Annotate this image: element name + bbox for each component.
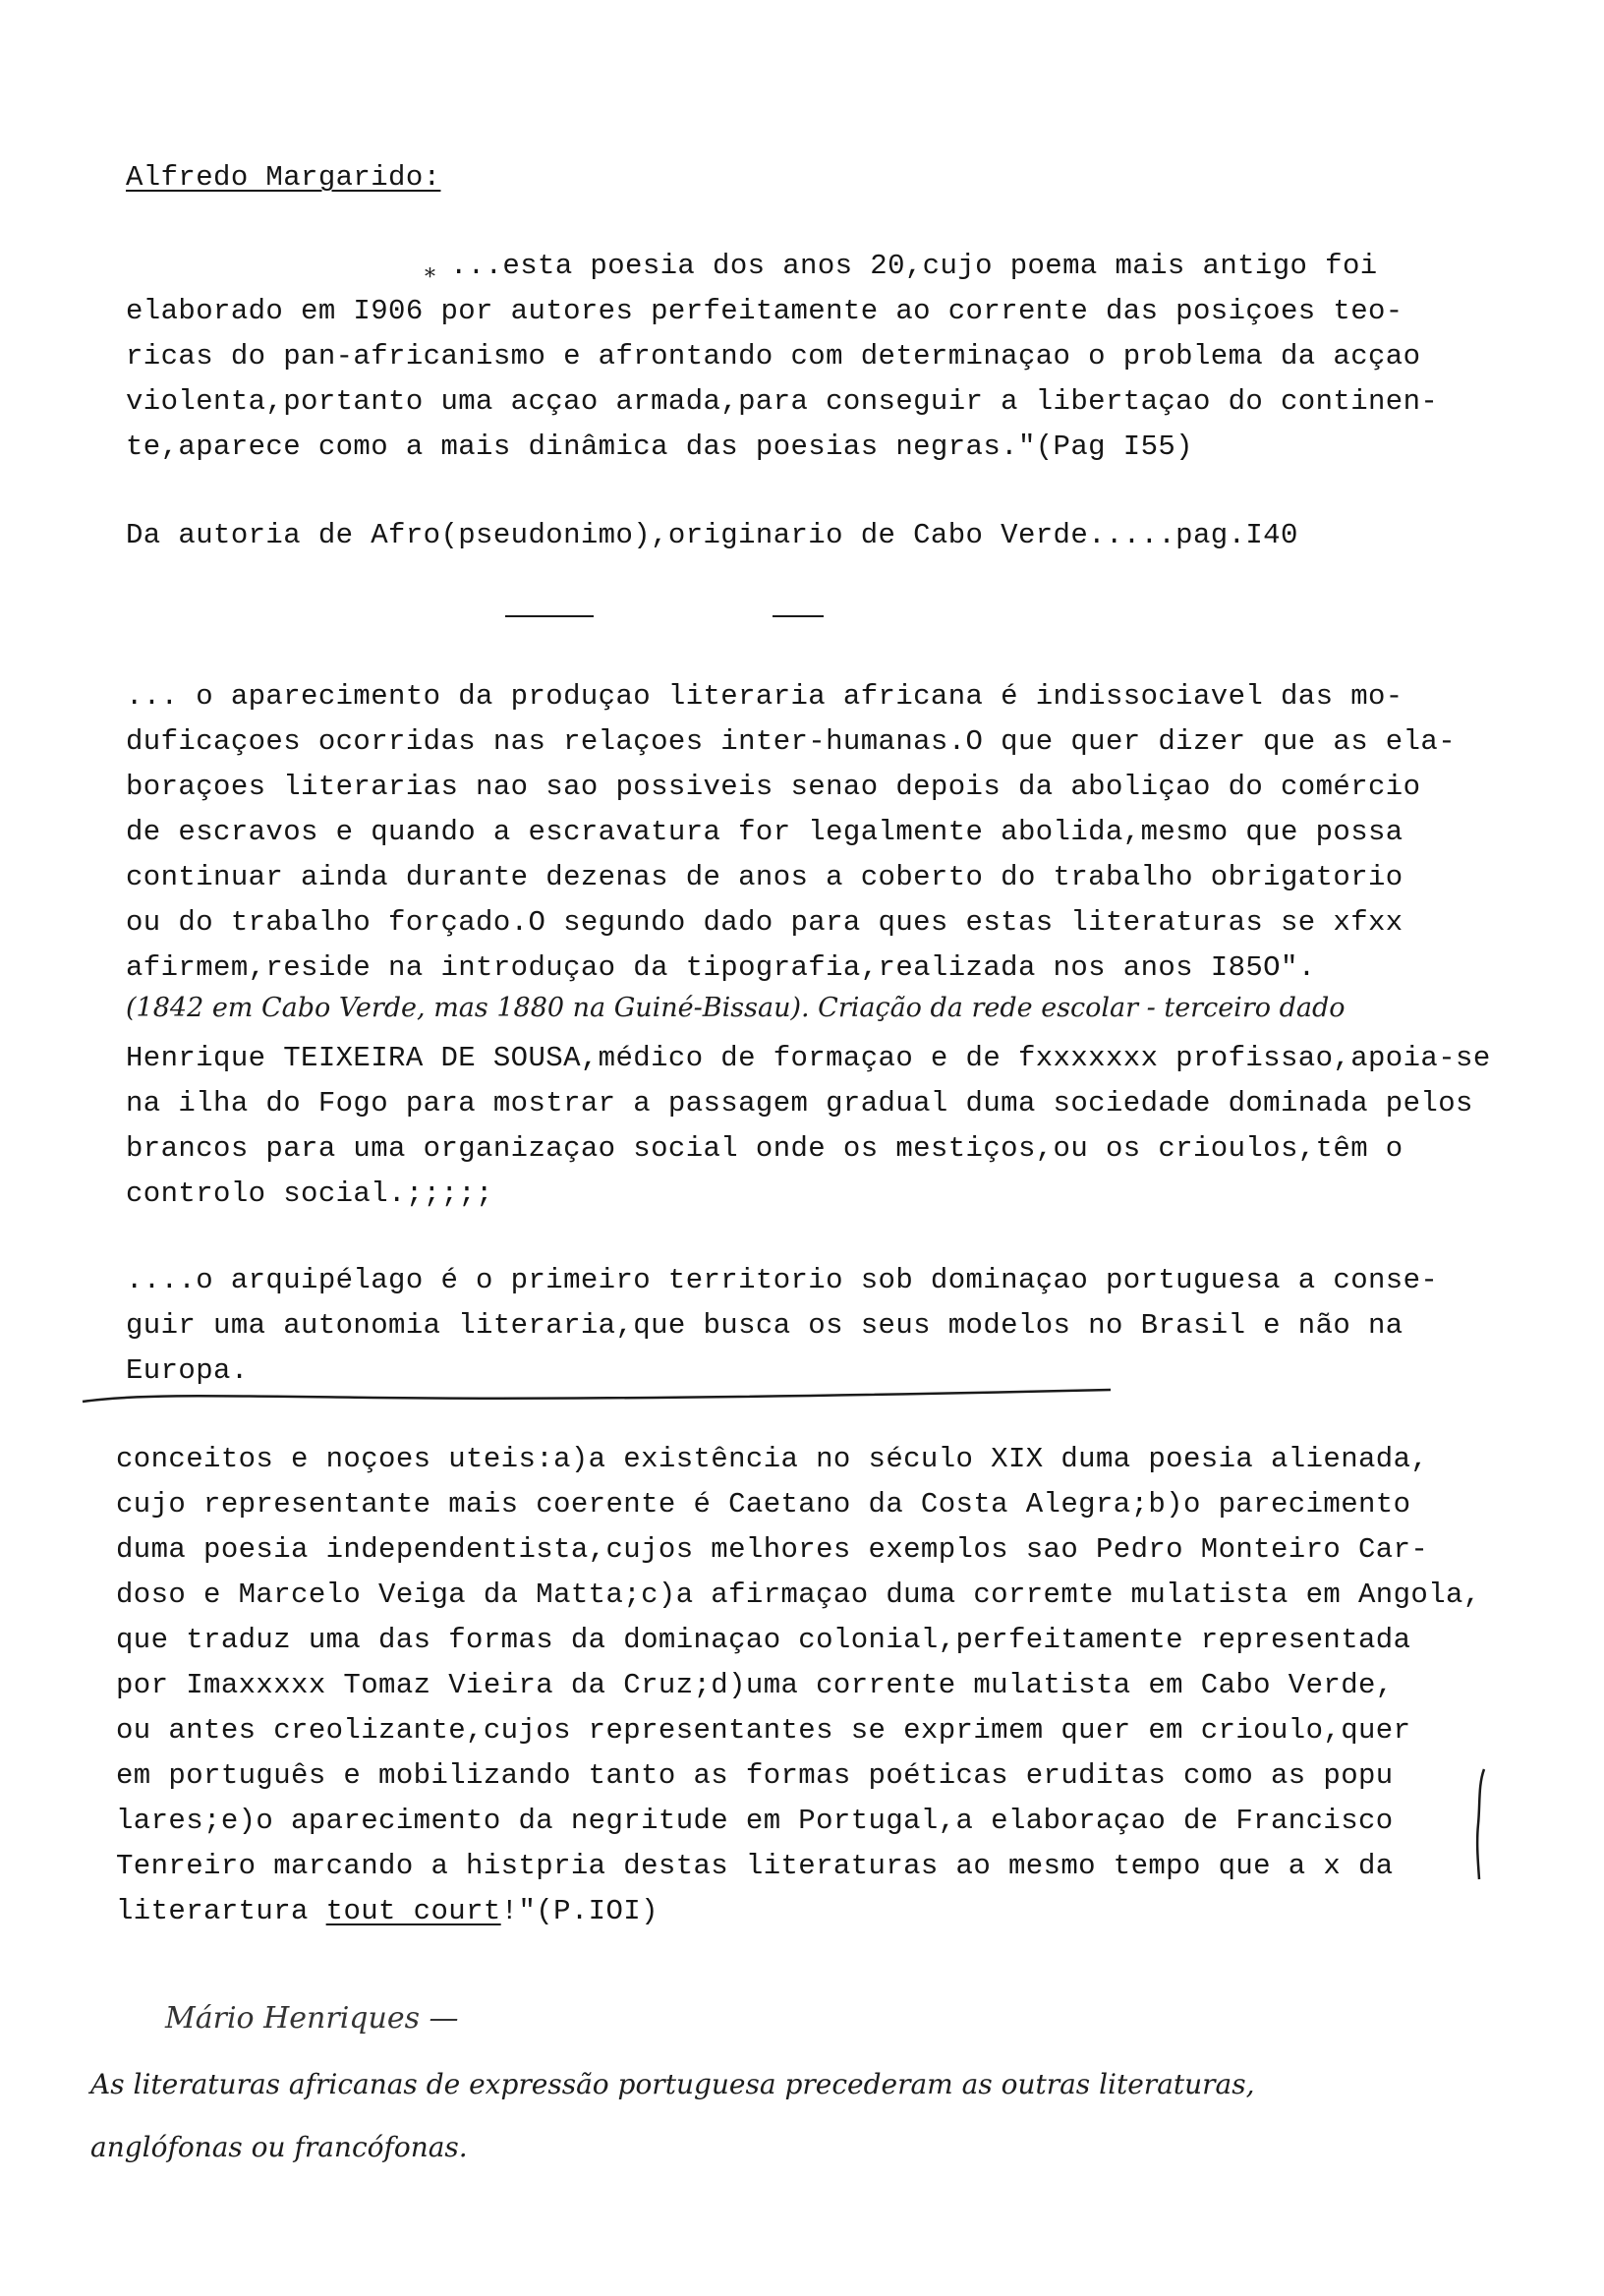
text-line: duma poesia independentista,cujos melhores exemplos sao Pedro Monteiro Car-	[116, 1533, 1429, 1566]
handwritten-line: anglófonas ou francófonas.	[90, 2131, 468, 2163]
text-fragment: literartura	[116, 1895, 326, 1927]
text-line: Henrique TEIXEIRA DE SOUSA,médico de formaçao e de fxxxxxxx profissao,apoia-se	[126, 1042, 1491, 1074]
author-heading: Alfredo Margarido:	[126, 161, 441, 194]
text-line: conceitos e noçoes uteis:a)a existência no século XIX duma poesia alienada,	[116, 1443, 1429, 1475]
underlined-phrase: tout court	[325, 1895, 501, 1927]
text-line: cujo representante mais coerente é Caetano da Costa Alegra;b)o parecimento	[116, 1488, 1411, 1521]
text-line: ou do trabalho forçado.O segundo dado para ques estas literaturas se xfxx	[126, 906, 1404, 939]
text-line: te,aparece como a mais dinâmica das poesias negras."(Pag I55)	[126, 430, 1193, 463]
text-line: duficaçoes ocorridas nas relaçoes inter-humanas.O que quer dizer que as ela-	[126, 725, 1457, 758]
text-line: brancos para uma organizaçao social onde os mestiços,ou os crioulos,têm o	[126, 1132, 1404, 1165]
text-line: continuar ainda durante dezenas de anos a coberto do trabalho obrigatorio	[126, 861, 1404, 893]
citation-reference: !"(P.IOI)	[500, 1895, 659, 1927]
text-line: Europa.	[126, 1354, 249, 1387]
text-line: afirmem,reside na introduçao da tipografia,realizada nos anos I85O".	[126, 951, 1316, 984]
text-line: por Imaxxxxx Tomaz Vieira da Cruz;d)uma corrente mulatista em Cabo Verde,	[116, 1669, 1394, 1701]
text-line: em português e mobilizando tanto as formas poéticas eruditas como as popu	[116, 1759, 1394, 1792]
text-line: lares;e)o aparecimento da negritude em Portugal,a elaboraçao de Francisco	[116, 1805, 1394, 1837]
text-line: boraçoes literarias nao sao possiveis senao depois da aboliçao do comércio	[126, 771, 1421, 803]
handwritten-line: As literaturas africanas de expressão portuguesa precederam as outras literaturas,	[90, 2068, 1255, 2100]
text-line: ricas do pan-africanismo e afrontando com determinaçao o problema da acçao	[126, 340, 1421, 373]
source-line: Da autoria de Afro(pseudonimo),originario de Cabo Verde.....pag.I40	[126, 519, 1298, 551]
asterisk-mark: *	[425, 265, 435, 290]
text-line: controlo social.;;;;;	[126, 1177, 493, 1210]
text-line: elaborado em I906 por autores perfeitamente ao corrente das posiçoes teo-	[126, 295, 1404, 327]
separator-dash	[505, 615, 594, 617]
text-line: violenta,portanto uma acçao armada,para conseguir a libertaçao do continen-	[126, 385, 1439, 418]
handwritten-annotation: (1842 em Cabo Verde, mas 1880 na Guiné-Bissau). Criação da rede escolar - terceiro dado	[126, 993, 1346, 1023]
text-line: ... o aparecimento da produçao literaria africana é indissociavel das mo-	[126, 680, 1404, 713]
text-line: Tenreiro marcando a histpria destas literaturas ao mesmo tempo que a x da	[116, 1850, 1394, 1882]
text-line: na ilha do Fogo para mostrar a passagem gradual duma sociedade dominada pelos	[126, 1087, 1473, 1119]
separator-dash	[773, 615, 824, 617]
margin-mark	[1470, 1765, 1490, 1883]
text-line: ...esta poesia dos anos 20,cujo poema mais antigo foi	[450, 250, 1378, 282]
handwritten-name: Mário Henriques —	[165, 2001, 459, 2036]
text-line-last	[116, 1889, 659, 1934]
text-line: ou antes creolizante,cujos representantes se exprimem quer em crioulo,quer	[116, 1714, 1411, 1747]
text-line: ....o arquipélago é o primeiro territorio sob dominaçao portuguesa a conse-	[126, 1264, 1439, 1296]
text-line: de escravos e quando a escravatura for legalmente abolida,mesmo que possa	[126, 816, 1404, 848]
text-line: que traduz uma das formas da dominaçao colonial,perfeitamente representada	[116, 1624, 1411, 1656]
hand-drawn-divider	[79, 1384, 1120, 1413]
text-line: guir uma autonomia literaria,que busca os seus modelos no Brasil e não na	[126, 1309, 1404, 1342]
text-line: doso e Marcelo Veiga da Matta;c)a afirmaçao duma corremte mulatista em Angola,	[116, 1578, 1481, 1611]
